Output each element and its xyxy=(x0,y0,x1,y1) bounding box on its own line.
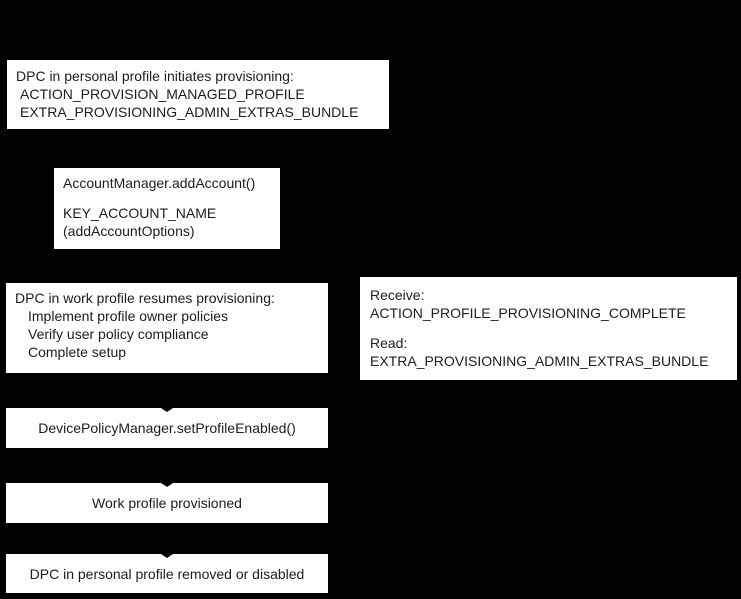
box-line: DPC in personal profile removed or disabled xyxy=(29,565,305,582)
box-line: DevicePolicyManager.setProfileEnabled() xyxy=(38,420,296,436)
arrowhead-tip-icon xyxy=(161,483,173,487)
line-gap xyxy=(63,192,274,204)
box-line: Verify user policy compliance xyxy=(28,326,209,342)
box-line: ACTION_PROVISION_MANAGED_PROFILE xyxy=(20,86,305,102)
box-line: Implement profile owner policies xyxy=(28,308,228,324)
box-line: Receive: xyxy=(370,287,425,303)
flow-box-set-profile-enabled xyxy=(6,408,328,448)
box-line: EXTRA_PROVISIONING_ADMIN_EXTRAS_BUNDLE xyxy=(20,104,359,120)
box-line: AccountManager.addAccount() xyxy=(63,175,256,191)
flow-box-add-account xyxy=(54,168,280,249)
box-line: DPC in work profile resumes provisioning: xyxy=(15,290,275,306)
line-gap xyxy=(370,322,737,334)
box-line: Complete setup xyxy=(28,344,127,360)
arrowhead-tip-icon xyxy=(161,408,173,412)
box-line: KEY_ACCOUNT_NAME xyxy=(63,205,217,221)
box-line: DPC in personal profile initiates provisioning: xyxy=(16,68,294,84)
arrowhead-tip-icon xyxy=(161,554,173,558)
flow-box-dpc-removed xyxy=(6,554,328,593)
flow-box-receive-broadcast xyxy=(360,277,737,380)
box-line: (addAccountOptions) xyxy=(63,223,195,239)
box-line: Read: xyxy=(370,335,408,351)
flow-box-work-profile-provisioned xyxy=(6,483,328,523)
box-line: ACTION_PROFILE_PROVISIONING_COMPLETE xyxy=(370,305,686,321)
box-line: Work profile provisioned xyxy=(92,495,242,511)
flow-box-resume-provisioning xyxy=(6,283,328,373)
box-line: EXTRA_PROVISIONING_ADMIN_EXTRAS_BUNDLE xyxy=(370,353,709,369)
flow-box-initiate-provisioning xyxy=(7,60,389,129)
